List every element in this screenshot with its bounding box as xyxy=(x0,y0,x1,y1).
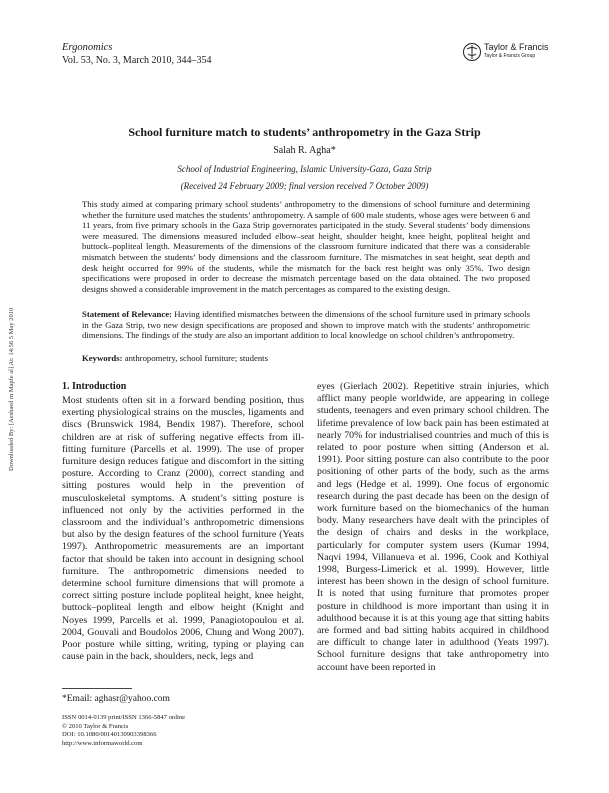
article-title: School furniture match to students’ anthropometry in the Gaza Strip xyxy=(128,125,481,139)
copyright-line: © 2010 Taylor & Francis xyxy=(62,722,129,730)
author-email: *Email: aghasr@yahoo.com xyxy=(62,694,170,704)
section-heading: 1. Introduction xyxy=(62,381,127,392)
issn-line: ISSN 0014-0139 print/ISSN 1366-5847 online xyxy=(62,714,186,721)
statement-of-relevance xyxy=(82,309,530,341)
taylor-francis-emblem-icon xyxy=(462,42,482,62)
relevance-text: Having identified mismatches between the dimensions of the school furniture used in primary schools in the Gaza Strip, two new design specifications are proposed and shown to improve match with the students’ anthropometric dimensions. The findings of the study are also an important addition to local knowledge on school children’s anthropometry. xyxy=(82,309,530,341)
keywords-label: Keywords: xyxy=(82,353,123,363)
journal-name: Ergonomics xyxy=(62,42,113,53)
publisher-group: Taylor & Francis Group xyxy=(484,53,536,59)
keywords xyxy=(82,353,530,364)
affiliation: School of Industrial Engineering, Islamic University-Gaza, Gaza Strip xyxy=(177,164,432,174)
publisher-name: Taylor & Francis xyxy=(484,42,549,52)
footnote-divider xyxy=(62,688,132,689)
body-column-right: eyes (Gierlach 2002). Repetitive strain injuries, which afflict many people worldwide, are appearing in college students, teenagers and even primary school children. The lifetime prevalence of low back pain has been estimated at nearly 70% for industrialised countries and much of this is related to poor posture when sitting (Anderson et al. 1991). Poor sitting posture can also contribute to the poor positioning of other parts of the body, such as the arms and legs (Hedge et al. 1999). One focus of ergonomic research during the past decade has been on the design of work furniture based on the biomechanics of the human body. Many researchers have dealt with the principles of the design of chairs and desks in the workplace, particularly for computer system users (Kumar 1994, Naqvi 1994, Villanueva et al. 1996, Cook and Kothiyal 1998, Burgess-Limerick et al. 1999). However, little interest has been shown in the design of school furniture. It is noted that using furniture that promotes proper posture in childhood is more important than using it in adulthood because it is at this young age that sitting habits are formed and bad sitting habits acquired in childhood are difficult to change later in adulthood (Yeats 1997). School furniture designs that take anthropometry into account have been reported in xyxy=(317,381,549,673)
volume-info: Vol. 53, No. 3, March 2010, 344–354 xyxy=(62,55,212,66)
relevance-label: Statement of Relevance: xyxy=(82,309,172,319)
body-column-left: Most students often sit in a forward bending position, thus exerting physiological strains on the muscles, ligaments and discs (Brunswick 1984, Bendix 1987). Therefore, school children are at risk of suffering negative effects from ill-fitting furniture (Parcells et al. 1999). The use of proper furniture design reduces fatigue and discomfort in the sitting posture. According to Cranz (2000), correct standing and sitting postures would help in the prevention of musculoskeletal symptoms. A student’s sitting posture is influenced not only by the activities performed in the classroom and the individual’s anthropometric dimensions but also by the design features of the school furniture (Yeats 1997). Anthropometric measurements are an important factor that should be taken into account in designing school furniture. The anthropometric dimensions needed to determine school furniture dimensions that will promote a correct sitting posture include popliteal height, knee height, buttock–popliteal length and elbow height (Knight and Noyes 1999, Parcells et al. 1999, Panagiotopoulou et al. 2004, Gouvali and Boudolos 2006, Chung and Wong 2007). Poor posture while sitting, writing, typing or playing can cause pain in the back, shoulders, neck, legs and xyxy=(62,395,304,663)
keywords-text: anthropometry, school furniture; students xyxy=(122,353,268,363)
author-name: Salah R. Agha* xyxy=(273,145,336,156)
publication-info xyxy=(62,714,185,748)
abstract: This study aimed at comparing primary school students’ anthropometry to the dimensions of school furniture and determining whether the furniture used matches the students’ anthropometry. A sample of 600 male students, whose ages were between 6 and 11 years, from five primary schools in the Gaza Strip governorates participated in the study. Several students’ body dimensions were measured. The dimensions measured included elbow–seat height, shoulder height, knee height, popliteal height and buttock–popliteal length. Measurements of the dimensions of the classroom furniture indicated that there was a considerable mismatch between the students’ body dimensions and the classroom furniture. The mismatches in seat height, seat depth and desk height occurred for 99% of the students, while the mismatch for the back rest height was only 35%. Two design specifications were proposed in order to decrease the mismatch percentage based on the data obtained. The two proposed designs showed a considerable improvement in the match percentages as compared to the existing design. xyxy=(82,199,530,294)
download-watermark: Downloaded By: [Aeshaed m Mapfe al] At: 14:56 5 May 2010 xyxy=(8,307,15,471)
received-dates: (Received 24 February 2009; final version received 7 October 2009) xyxy=(180,181,429,191)
publisher-url[interactable]: http://www.informaworld.com xyxy=(62,739,143,747)
publisher-logo xyxy=(462,40,552,64)
doi-line: DOI: 10.1080/00140130903398366 xyxy=(62,731,157,739)
